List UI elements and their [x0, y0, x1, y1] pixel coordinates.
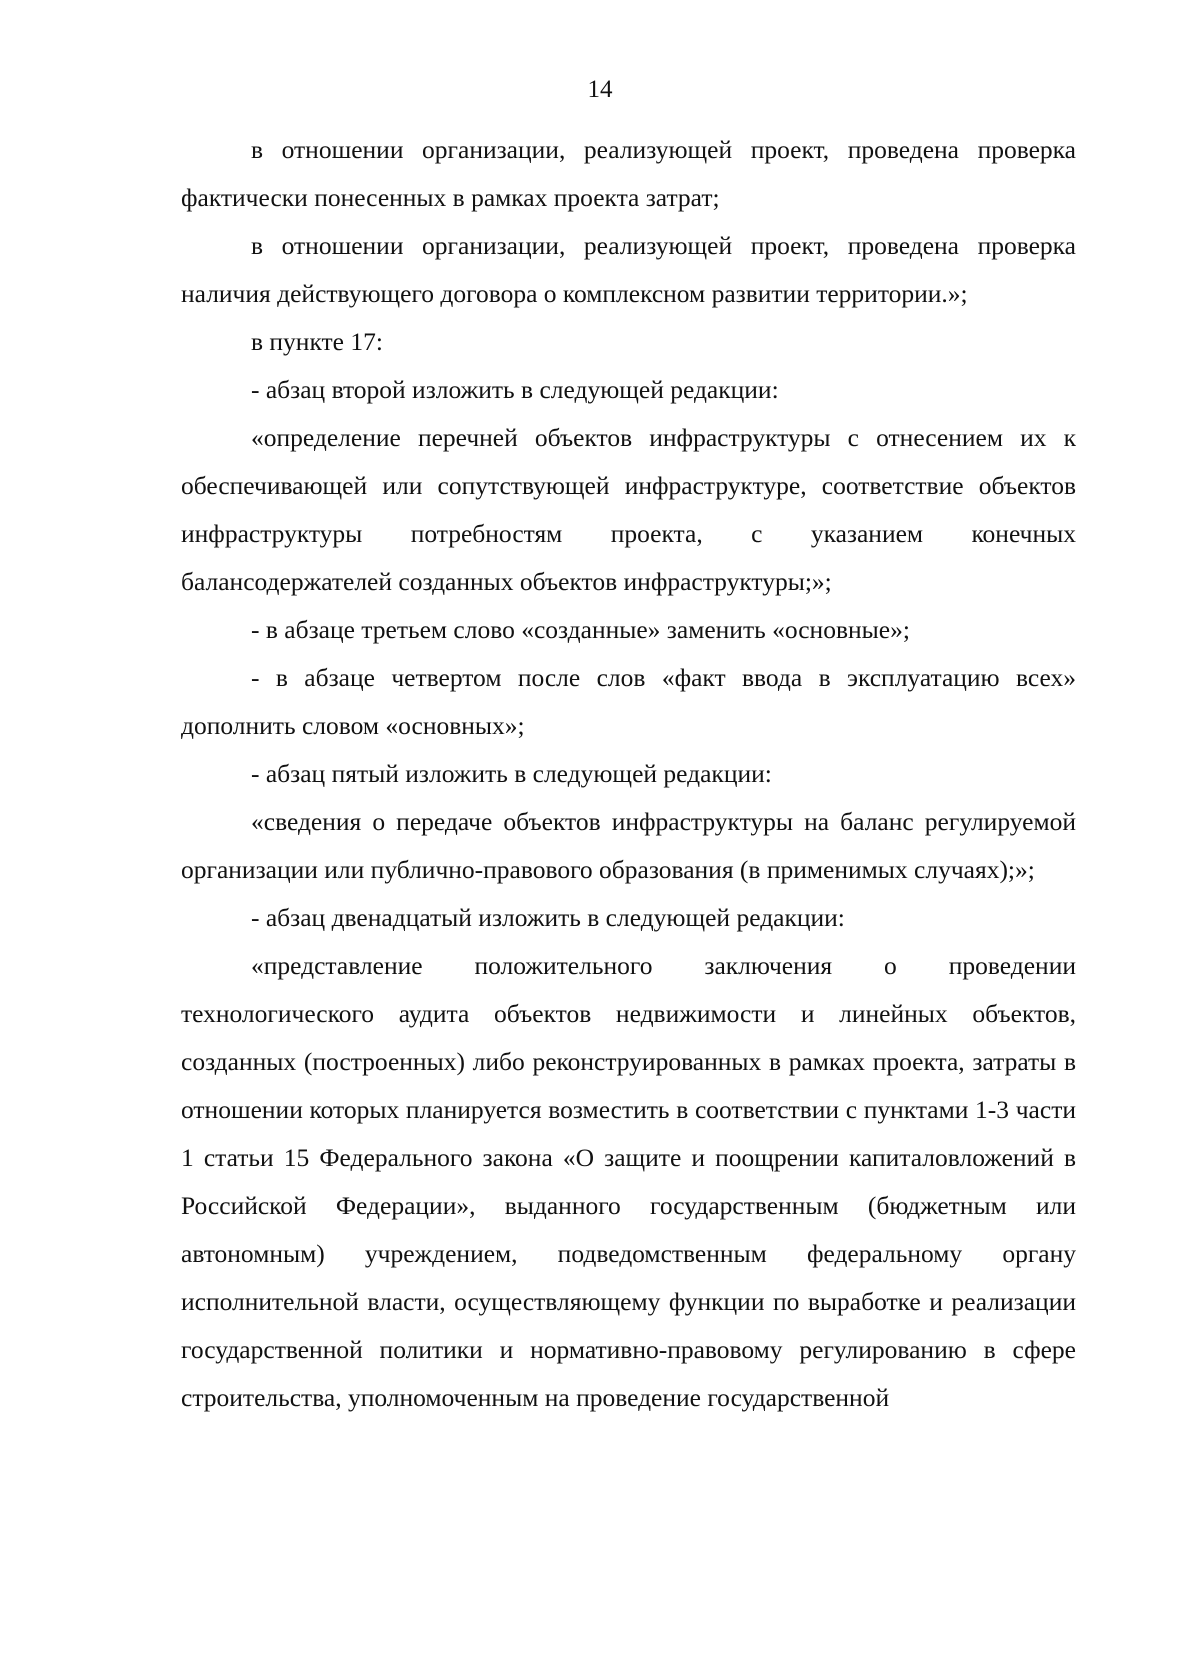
- paragraph-technology-audit: «представление положительного заключения о проведении технологического аудита объектов недвижимости и линейных объектов, созданных (построенных) либо реконструированных в рамках проекта, затраты в отношении которых планируется возместить в соответствии с пунктами 1-3 части 1 статьи 15 Федерального закона «О защите и поощрении капиталовложений в Российской Федерации», выданного государственным (бюджетным или автономным) учреждением, подведомственным федеральному органу исполнительной власти, осуществляющему функции по выработке и реализации государственной политики и нормативно-правовому регулированию в сфере строительства, уполномоченным на проведение государственной: [181, 951, 1076, 1412]
- page-number: 14: [587, 76, 613, 103]
- paragraph-contract-check: в отношении организации, реализующей проект, проведена проверка наличия действующего договора о комплексном развитии территории.»;: [181, 231, 1076, 308]
- paragraph-third-clause: - в абзаце третьем слово «созданные» заменить «основные»;: [251, 615, 910, 644]
- paragraph-balance-transfer: «сведения о передаче объектов инфраструктуры на баланс регулируемой организации или публично-правового образования (в применимых случаях);»;: [181, 807, 1076, 884]
- paragraph-expense-check: в отношении организации, реализующей проект, проведена проверка фактически понесенных в рамках проекта затрат;: [181, 135, 1076, 212]
- paragraph-twelfth-clause-intro: - абзац двенадцатый изложить в следующей редакции:: [251, 903, 845, 932]
- paragraph-point-17: в пункте 17:: [251, 327, 383, 356]
- paragraph-second-clause-intro: - абзац второй изложить в следующей редакции:: [251, 375, 779, 404]
- paragraph-fifth-clause-intro: - абзац пятый изложить в следующей редакции:: [251, 759, 772, 788]
- paragraph-infrastructure-lists: «определение перечней объектов инфраструктуры с отнесением их к обеспечивающей или сопутствующей инфраструктуре, соответствие объектов инфраструктуры потребностям проекта, с указанием конечных балансодержателей созданных объектов инфраструктуры;»;: [181, 423, 1076, 596]
- document-body: [181, 126, 1076, 1422]
- paragraph-fourth-clause: - в абзаце четвертом после слов «факт ввода в эксплуатацию всех» дополнить словом «основных»;: [181, 663, 1076, 740]
